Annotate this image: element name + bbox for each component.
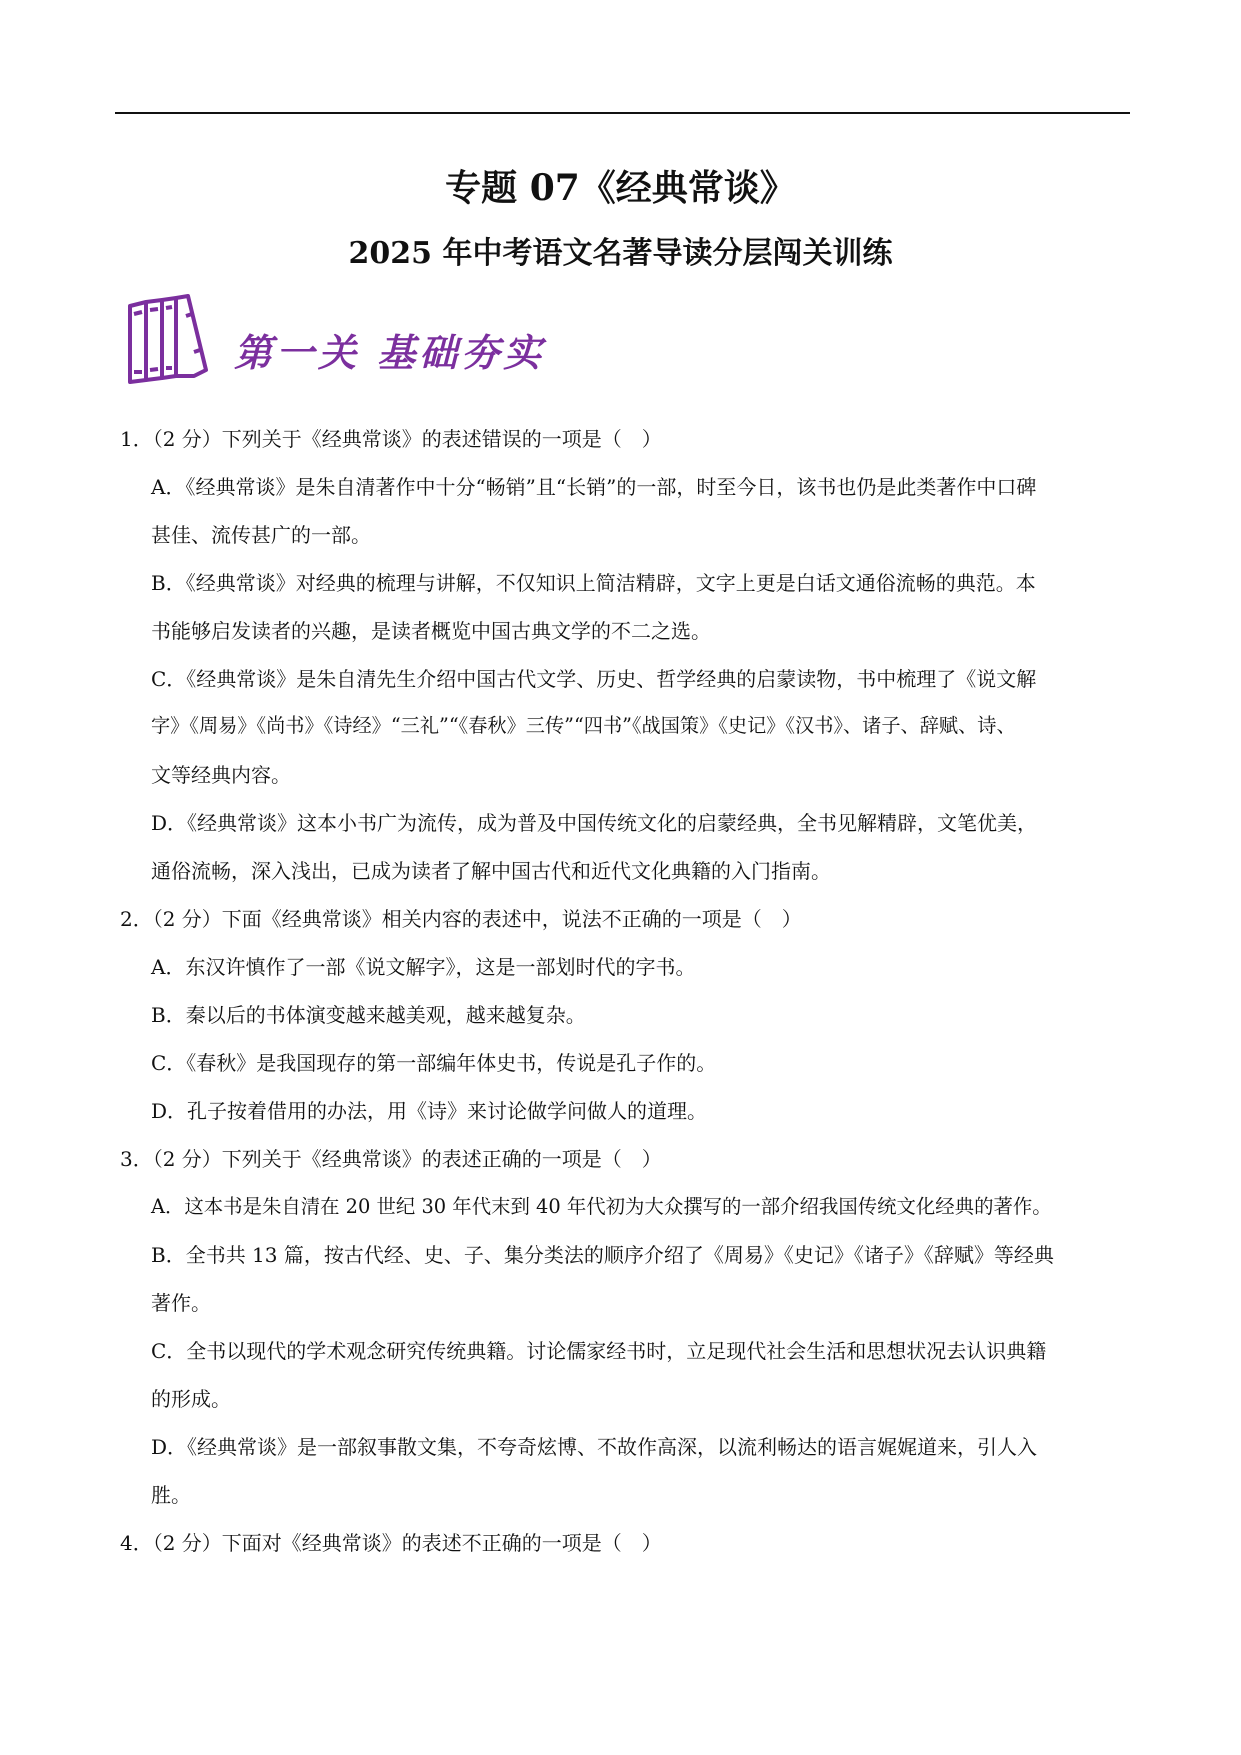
question-1-option-a-line-1: A．《经典常谈》是朱自清著作中十分“畅销”且“长销”的一部，时至今日，该书也仍是此类著作中口碑	[151, 475, 1037, 499]
question-3-option-d-line-2: 胜。	[151, 1483, 191, 1507]
question-1-option-a-line-2: 甚佳、流传甚广的一部。	[151, 523, 371, 547]
question-1-option-b-line-2: 书能够启发读者的兴趣，是读者概览中国古典文学的不二之选。	[151, 619, 711, 643]
question-2-option-a: A．东汉许慎作了一部《说文解字》，这是一部划时代的字书。	[151, 955, 696, 979]
header-rule	[115, 112, 1130, 114]
question-2-option-d: D．孔子按着借用的办法，用《诗》来讨论做学问做人的道理。	[151, 1099, 708, 1123]
question-3-option-b-line-1: B．全书共 13 篇，按古代经、史、子、集分类法的顺序介绍了《周易》《史记》《诸子》《辞赋》等经典	[151, 1243, 1054, 1267]
question-1-stem: 1．（2 分）下列关于《经典常谈》的表述错误的一项是（ ）	[120, 427, 662, 451]
question-1-option-d-line-1: D．《经典常谈》这本小书广为流传，成为普及中国传统文化的启蒙经典，全书见解精辟，文笔优美，	[151, 811, 1038, 835]
question-3-stem: 3．（2 分）下列关于《经典常谈》的表述正确的一项是（ ）	[120, 1147, 662, 1171]
question-1-option-c-line-2: 字》《周易》《尚书》《诗经》“三礼”“《春秋》三传”“四书”《战国策》《史记》《汉书》、诸子、辞赋、诗、	[151, 714, 1016, 737]
question-1-option-b-line-1: B．《经典常谈》对经典的梳理与讲解，不仅知识上简洁精辟，文字上更是白话文通俗流畅的典范。本	[151, 571, 1036, 595]
question-2-stem: 2．（2 分）下面《经典常谈》相关内容的表述中，说法不正确的一项是（ ）	[120, 907, 802, 931]
question-1-option-d-line-2: 通俗流畅，深入浅出，已成为读者了解中国古代和近代文化典籍的入门指南。	[151, 859, 831, 883]
question-3-option-c-line-1: C．全书以现代的学术观念研究传统典籍。讨论儒家经书时，立足现代社会生活和思想状况去认识典籍	[151, 1339, 1047, 1363]
page-title: 专题 07《经典常谈》	[445, 167, 796, 209]
question-3-option-d-line-1: D．《经典常谈》是一部叙事散文集，不夸奇炫博、不故作高深，以流利畅达的语言娓娓道来，引人入	[151, 1435, 1038, 1459]
question-2-option-c: C．《春秋》是我国现存的第一部编年体史书，传说是孔子作的。	[151, 1051, 717, 1075]
question-3-option-a: A．这本书是朱自清在 20 世纪 30 年代末到 40 年代初为大众撰写的一部介绍我国传统文化经典的著作。	[151, 1195, 1052, 1218]
section-banner	[124, 292, 554, 392]
question-4-stem: 4．（2 分）下面对《经典常谈》的表述不正确的一项是（ ）	[120, 1531, 662, 1555]
question-1-option-c-line-3: 文等经典内容。	[151, 763, 291, 787]
question-2-option-b: B．秦以后的书体演变越来越美观，越来越复杂。	[151, 1003, 586, 1027]
question-3-option-c-line-2: 的形成。	[151, 1387, 231, 1411]
banner-label: 第一关 基础夯实	[234, 330, 546, 375]
question-3-option-b-line-2: 著作。	[151, 1291, 211, 1315]
question-1-option-c-line-1: C．《经典常谈》是朱自清先生介绍中国古代文学、历史、哲学经典的启蒙读物，书中梳理了《说文解	[151, 667, 1037, 691]
books-icon	[124, 292, 224, 392]
page-subtitle: 2025 年中考语文名著导读分层闯关训练	[348, 236, 893, 271]
